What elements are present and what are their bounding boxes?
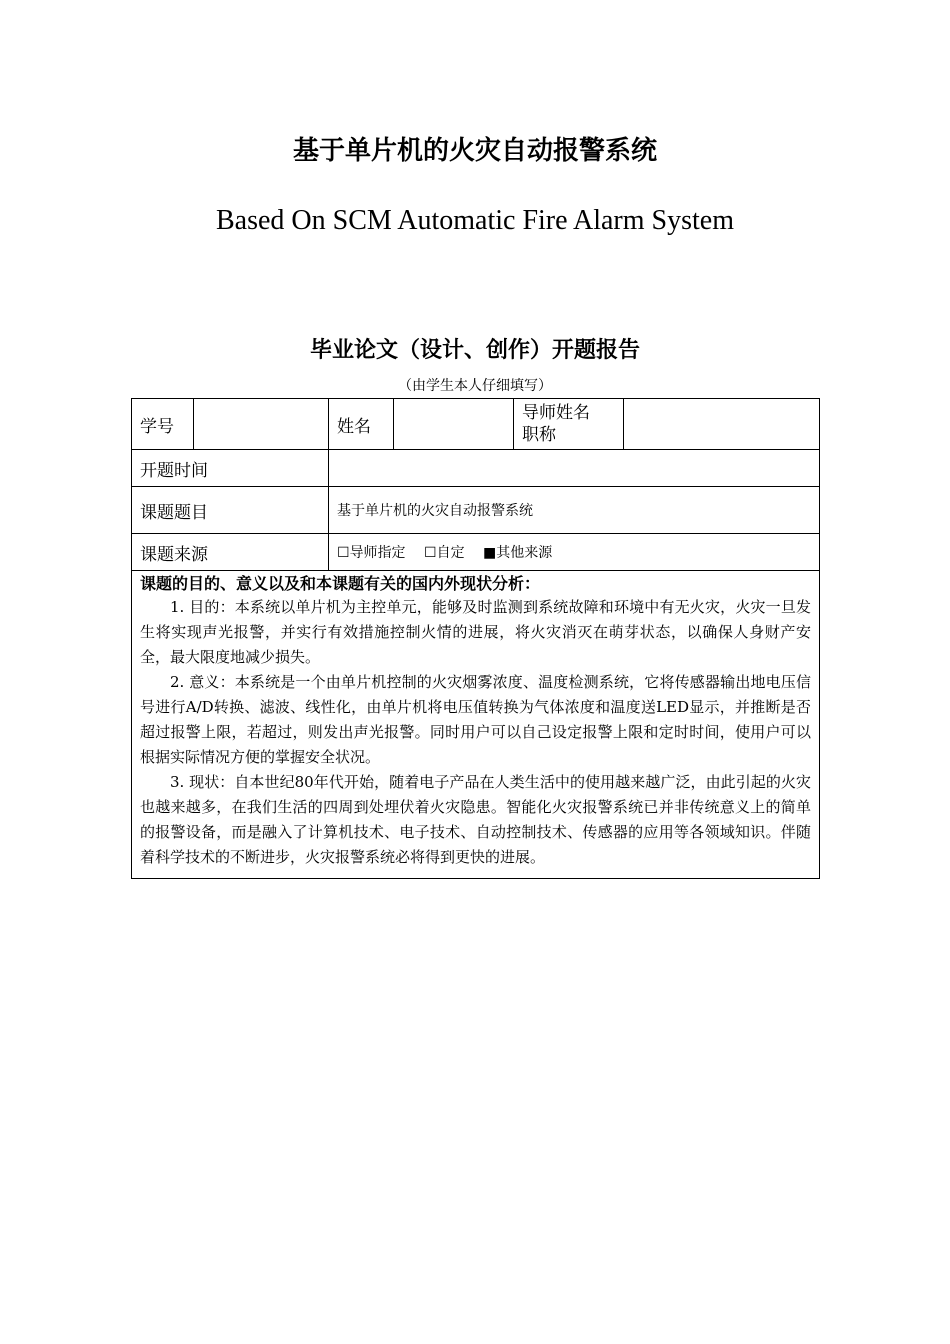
report-heading: 毕业论文（设计、创作）开题报告 <box>309 338 640 363</box>
checkbox-empty-icon: ☐ <box>424 545 437 561</box>
student-id-field[interactable] <box>194 399 329 450</box>
source-options <box>329 534 820 571</box>
source-option-advisor[interactable] <box>337 545 406 561</box>
source-option-other[interactable] <box>483 545 552 561</box>
form-row-topic <box>132 487 820 534</box>
form-row-start-time <box>132 450 820 487</box>
checkbox-checked-icon: ■ <box>483 545 497 561</box>
analysis-paragraph-purpose: 1. 目的：本系统以单片机为主控单元，能够及时监测到系统故障和环境中有无火灾，火灾一旦发生将实现声光报警，并实行有效措施控制火情的进展，将火灾消灭在萌芽状态，以确保人身财产安全，最大限度地减少损失。 <box>140 598 811 666</box>
source-option-label: 其他来源 <box>496 545 553 561</box>
analysis-cell <box>132 571 820 879</box>
topic-field[interactable]: 基于单片机的火灾自动报警系统 <box>329 487 820 534</box>
name-label: 姓名 <box>329 399 394 450</box>
advisor-label <box>514 399 624 450</box>
report-subheading: （由学生本人仔细填写） <box>398 378 552 394</box>
source-option-label: 导师指定 <box>349 545 406 561</box>
advisor-name-label: 导师姓名 <box>522 403 590 423</box>
start-time-label: 开题时间 <box>132 450 329 487</box>
advisor-field[interactable] <box>624 399 820 450</box>
source-label: 课题来源 <box>132 534 329 571</box>
analysis-paragraph-significance: 2. 意义：本系统是一个由单片机控制的火灾烟雾浓度、温度检测系统，它将传感器输出地电压信号进行A/D转换、滤波、线性化，由单片机将电压值转换为气体浓度和温度送LED显示，并推断是否超过报警上限，若超过，则发出声光报警。同时用户可以自己设定报警上限和定时时间，使用户可以根据实际情况方便的掌握安全状况。 <box>140 673 811 766</box>
source-option-label: 自定 <box>436 545 465 561</box>
document-title-en: Based On SCM Automatic Fire Alarm System <box>216 205 734 236</box>
form-row-identity <box>132 399 820 450</box>
document-title-cn: 基于单片机的火灾自动报警系统 <box>292 136 657 166</box>
proposal-form-table <box>131 398 820 879</box>
analysis-paragraph-status: 3. 现状：自本世纪80年代开始，随着电子产品在人类生活中的使用越来越广泛，由此引起的火灾也越来越多，在我们生活的四周到处埋伏着火灾隐患。智能化火灾报警系统已并非传统意义上的简单的报警设备，而是融入了计算机技术、电子技术、自动控制技术、传感器的应用等各领域知识。伴随着科学技术的不断进步，火灾报警系统必将得到更快的进展。 <box>140 773 811 866</box>
form-row-analysis <box>132 571 820 879</box>
start-time-field[interactable] <box>329 450 820 487</box>
student-id-label: 学号 <box>132 399 194 450</box>
advisor-title-label: 职称 <box>522 425 556 445</box>
checkbox-empty-icon: ☐ <box>337 545 350 561</box>
name-field[interactable] <box>394 399 514 450</box>
source-option-self[interactable] <box>424 545 465 561</box>
analysis-heading: 课题的目的、意义以及和本课题有关的国内外现状分析： <box>140 574 541 593</box>
topic-label: 课题题目 <box>132 487 329 534</box>
form-row-source <box>132 534 820 571</box>
